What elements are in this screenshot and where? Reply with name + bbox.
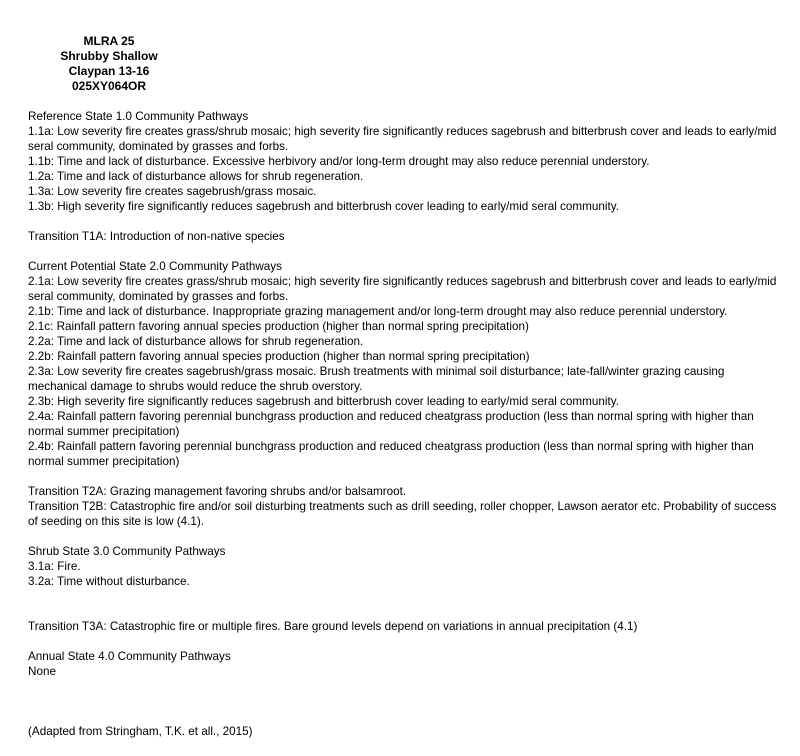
- pathway-1-1b: 1.1b: Time and lack of disturbance. Excessive herbivory and/or long-term drought may also reduce perennial understory.: [28, 155, 650, 168]
- transition-t2b: Transition T2B: Catastrophic fire and/or soil disturbing treatments such as drill seeding, roller chopper, Lawson aerator etc. Probability of success of seeding on this site is low (4.1).: [28, 500, 777, 528]
- pathway-1-2a: 1.2a: Time and lack of disturbance allows for shrub regeneration.: [28, 170, 364, 183]
- pathway-2-1b: 2.1b: Time and lack of disturbance. Inappropriate grazing management and/or long-term drought may also reduce perennial understory.: [28, 305, 728, 318]
- transition-t2a: Transition T2A: Grazing management favoring shrubs and/or balsamroot.: [28, 485, 407, 498]
- transition-t3a: Transition T3A: Catastrophic fire or multiple fires. Bare ground levels depend on variations in annual precipitation (4.1): [28, 620, 638, 633]
- document-body: [28, 109, 785, 679]
- reference-state-title: Reference State 1.0 Community Pathways: [28, 110, 249, 123]
- site-id: 025XY064OR: [71, 79, 147, 93]
- pathway-1-3a: 1.3a: Low severity fire creates sagebrush/grass mosaic.: [28, 185, 317, 198]
- pathway-2-2b: 2.2b: Rainfall pattern favoring annual species production (higher than normal spring precipitation): [28, 350, 530, 363]
- mlra-label: MLRA 25: [83, 34, 135, 48]
- pathway-2-3b: 2.3b: High severity fire significantly reduces sagebrush and bitterbrush cover leading to early/mid seral community.: [28, 395, 619, 408]
- transition-t1a: Transition T1A: Introduction of non-native species: [28, 230, 285, 243]
- citation-footer: (Adapted from Stringham, T.K. et all., 2015): [28, 725, 253, 738]
- pathway-1-3b: 1.3b: High severity fire significantly reduces sagebrush and bitterbrush cover leading to early/mid seral community.: [28, 200, 619, 213]
- site-name: Shrubby Shallow: [60, 49, 158, 63]
- pathway-2-2a: 2.2a: Time and lack of disturbance allows for shrub regeneration.: [28, 335, 364, 348]
- pathway-2-4a: 2.4a: Rainfall pattern favoring perennial bunchgrass production and reduced cheatgrass production (less than normal spring with higher than normal summer precipitation): [28, 410, 754, 438]
- pathway-3-2a: 3.2a: Time without disturbance.: [28, 575, 190, 588]
- pathway-1-1a: 1.1a: Low severity fire creates grass/shrub mosaic; high severity fire significantly reduces sagebrush and bitterbrush cover and leads to early/mid seral community, dominated by grasses and forbs.: [28, 125, 777, 153]
- pathway-3-1a: 3.1a: Fire.: [28, 560, 81, 573]
- shrub-state-title: Shrub State 3.0 Community Pathways: [28, 545, 226, 558]
- site-header: [44, 34, 174, 94]
- pathway-2-1a: 2.1a: Low severity fire creates grass/shrub mosaic; high severity fire significantly reduces sagebrush and bitterbrush cover and leads to early/mid seral community, dominated by grasses and forbs.: [28, 275, 777, 303]
- current-state-title: Current Potential State 2.0 Community Pathways: [28, 260, 282, 273]
- pathway-2-3a: 2.3a: Low severity fire creates sagebrush/grass mosaic. Brush treatments with minimal soil disturbance; late-fall/winter grazing causing mechanical damage to shrubs would reduce the shrub overstory.: [28, 365, 725, 393]
- annual-state-none: None: [28, 665, 56, 678]
- pathway-2-1c: 2.1c: Rainfall pattern favoring annual species production (higher than normal spring precipitation): [28, 320, 529, 333]
- precip-zone: Claypan 13-16: [68, 64, 150, 78]
- pathway-2-4b: 2.4b: Rainfall pattern favoring perennial bunchgrass production and reduced cheatgrass production (less than normal spring with higher than normal summer precipitation): [28, 440, 754, 468]
- annual-state-title: Annual State 4.0 Community Pathways: [28, 650, 231, 663]
